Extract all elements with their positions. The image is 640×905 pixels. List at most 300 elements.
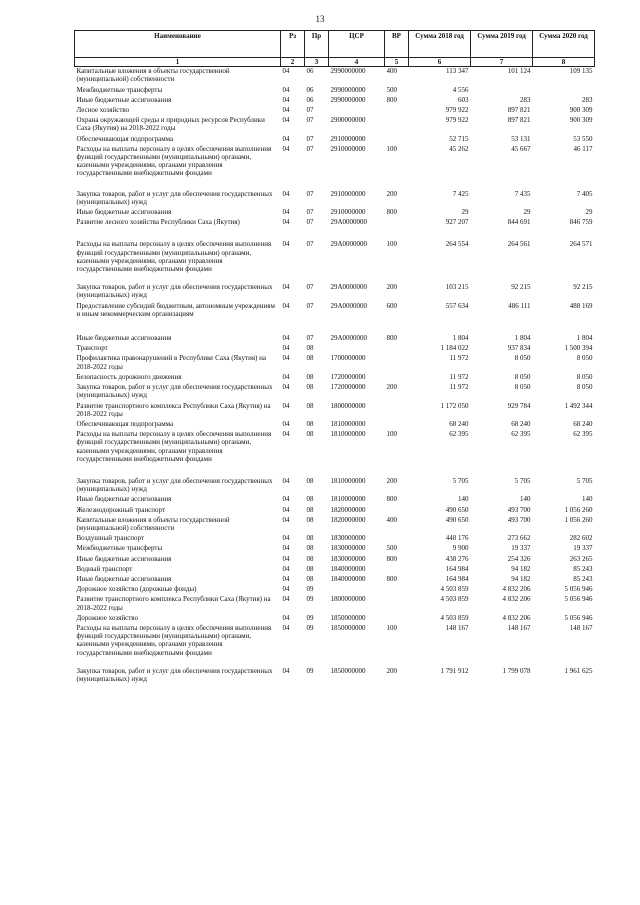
row-sum-2019: 273 662 <box>507 534 531 543</box>
row-name: Межбюджетные трансферты <box>76 85 163 94</box>
table-row <box>75 585 595 595</box>
row-sum-2018: 29 <box>461 208 469 217</box>
row-sum-2020: 109 135 <box>569 67 593 76</box>
row-sum-2020: 5 705 <box>576 476 593 485</box>
row-sum-2018: 4 556 <box>452 85 469 94</box>
row-vr: 800 <box>386 95 397 104</box>
row-csr: 29А0000000 <box>330 240 368 249</box>
row-sum-2019: 4 832 206 <box>502 585 531 594</box>
row-name: Закупка товаров, работ и услуг для обеспечения государственных (муниципальных) нужд <box>76 189 273 206</box>
table-row <box>75 135 595 145</box>
row-sum-2019: 29 <box>523 208 531 217</box>
row-pr: 08 <box>306 564 314 573</box>
row-name: Иные бюджетные ассигнования <box>76 495 172 504</box>
row-pr: 08 <box>306 430 314 439</box>
row-pr: 06 <box>306 95 314 104</box>
row-rz: 04 <box>282 595 290 604</box>
row-name: Безопасность дорожного движения <box>76 372 182 381</box>
row-sum-2018: 164 984 <box>445 574 469 583</box>
row-sum-2020: 8 050 <box>576 372 593 381</box>
row-sum-2019: 8 050 <box>514 383 531 392</box>
row-csr: 1850000000 <box>330 613 366 622</box>
row-sum-2019: 62 395 <box>511 430 531 439</box>
row-csr: 1840000000 <box>330 574 366 583</box>
row-name: Предоставление субсидий бюджетным, автономным учреждениям и иным некоммерческим организациям <box>76 301 275 318</box>
row-vr <box>385 135 409 145</box>
row-pr: 07 <box>306 334 314 343</box>
page-number: 13 <box>315 14 325 24</box>
row-pr: 07 <box>306 283 314 292</box>
row-name: Лесное хозяйство <box>76 106 130 115</box>
row-csr: 2910000000 <box>330 144 366 153</box>
row-sum-2018: 1 791 912 <box>440 666 469 675</box>
row-sum-2018: 113 347 <box>446 67 469 76</box>
row-vr <box>385 116 409 134</box>
row-sum-2018: 979 922 <box>445 116 469 125</box>
column-number: 6 <box>409 58 471 67</box>
row-rz: 04 <box>282 240 290 249</box>
row-sum-2019: 929 784 <box>507 401 531 410</box>
row-sum-2020: 140 <box>582 495 593 504</box>
table-row <box>75 240 595 283</box>
row-rz: 04 <box>282 144 290 153</box>
row-sum-2019: 7 435 <box>514 189 531 198</box>
header-sum-2018: Сумма 2018 год <box>409 31 471 58</box>
row-csr: 1850000000 <box>330 666 366 675</box>
row-csr: 2910000000 <box>330 208 366 217</box>
row-vr: 500 <box>386 85 397 94</box>
row-sum-2019: 4 832 206 <box>502 613 531 622</box>
table-row <box>75 116 595 134</box>
column-number: 7 <box>471 58 533 67</box>
row-sum-2018: 448 176 <box>445 534 469 543</box>
row-pr: 06 <box>306 67 314 76</box>
row-pr: 08 <box>306 383 314 392</box>
row-sum-2020: 5 056 946 <box>564 613 593 622</box>
table-row <box>75 544 595 554</box>
row-rz: 04 <box>282 95 290 104</box>
row-sum-2020: 1 804 <box>576 334 593 343</box>
row-rz: 04 <box>282 85 290 94</box>
row-pr: 08 <box>306 476 314 485</box>
row-rz: 04 <box>282 283 290 292</box>
row-pr: 08 <box>306 544 314 553</box>
row-csr: 1810000000 <box>330 476 366 485</box>
column-number: 1 <box>75 58 281 67</box>
row-vr: 100 <box>386 240 397 249</box>
row-sum-2019: 897 821 <box>507 106 531 115</box>
row-pr: 08 <box>306 554 314 563</box>
row-rz: 04 <box>282 354 290 363</box>
row-sum-2020 <box>533 86 595 96</box>
row-sum-2018: 4 503 859 <box>440 595 469 604</box>
row-pr: 08 <box>306 505 314 514</box>
row-sum-2020: 7 405 <box>576 189 593 198</box>
row-sum-2019: 94 182 <box>511 574 531 583</box>
row-vr: 200 <box>386 476 397 485</box>
row-pr: 07 <box>306 144 314 153</box>
row-rz: 04 <box>282 334 290 343</box>
table-row <box>75 190 595 208</box>
row-sum-2018: 557 634 <box>445 301 469 310</box>
row-pr: 07 <box>306 189 314 198</box>
table-row <box>75 667 595 685</box>
row-vr <box>385 565 409 575</box>
row-pr: 09 <box>306 613 314 622</box>
row-csr: 1810000000 <box>330 495 366 504</box>
row-sum-2019: 264 561 <box>507 240 531 249</box>
table-row <box>75 354 595 372</box>
row-csr: 2990000000 <box>330 95 366 104</box>
row-rz: 04 <box>282 505 290 514</box>
row-csr: 1840000000 <box>330 564 366 573</box>
row-sum-2019: 19 337 <box>511 544 531 553</box>
table-row <box>75 208 595 218</box>
row-sum-2019: 486 111 <box>508 301 531 310</box>
column-number: 8 <box>533 58 595 67</box>
table-row <box>75 477 595 495</box>
row-name: Обеспечивающая подпрограмма <box>76 419 174 428</box>
row-csr: 2910000000 <box>330 134 366 143</box>
row-pr: 08 <box>306 534 314 543</box>
table-row <box>75 145 595 190</box>
row-sum-2020: 5 056 946 <box>564 585 593 594</box>
row-sum-2020: 53 550 <box>573 134 593 143</box>
row-name: Капитальные вложения в объекты государственной (муниципальной) собственности <box>76 515 230 532</box>
header-name: Наименование <box>75 31 281 58</box>
row-sum-2018: 52 715 <box>449 134 469 143</box>
table-row <box>75 283 595 301</box>
table-row <box>75 96 595 106</box>
row-csr: 29А0000000 <box>330 218 368 227</box>
row-pr: 08 <box>306 515 314 524</box>
row-sum-2019: 53 131 <box>511 134 531 143</box>
row-vr: 800 <box>386 495 397 504</box>
header-sum-2020: Сумма 2020 год <box>533 31 595 58</box>
row-csr <box>329 106 385 116</box>
row-vr: 800 <box>386 554 397 563</box>
row-pr: 08 <box>306 372 314 381</box>
row-sum-2020: 282 602 <box>569 534 593 543</box>
row-name: Профилактика правонарушений в Республике Саха (Якутия) на 2018-2022 годы <box>76 354 266 371</box>
row-rz: 04 <box>282 476 290 485</box>
row-sum-2018: 490 650 <box>445 505 469 514</box>
row-rz: 04 <box>282 372 290 381</box>
row-vr <box>385 106 409 116</box>
table-row <box>75 218 595 240</box>
row-name: Дорожное хозяйство <box>76 613 139 622</box>
row-pr: 08 <box>306 495 314 504</box>
row-pr: 08 <box>306 419 314 428</box>
row-rz: 04 <box>282 116 290 125</box>
row-vr: 400 <box>386 67 397 76</box>
row-sum-2019: 8 050 <box>514 354 531 363</box>
row-sum-2020: 488 169 <box>569 301 593 310</box>
budget-table <box>74 30 595 685</box>
row-vr <box>385 506 409 516</box>
row-pr: 07 <box>306 208 314 217</box>
row-sum-2018: 4 503 859 <box>440 613 469 622</box>
row-sum-2018: 164 984 <box>445 564 469 573</box>
table-row <box>75 383 595 401</box>
row-vr <box>385 614 409 624</box>
row-name: Закупка товаров, работ и услуг для обеспечения государственных (муниципальных) нужд <box>76 666 273 683</box>
row-pr: 09 <box>306 585 314 594</box>
row-vr <box>385 595 409 613</box>
row-sum-2019: 4 832 206 <box>502 595 531 604</box>
table-row <box>75 595 595 613</box>
row-rz: 04 <box>282 574 290 583</box>
row-vr: 600 <box>386 301 397 310</box>
row-sum-2018: 264 554 <box>445 240 469 249</box>
row-pr: 07 <box>306 240 314 249</box>
row-vr <box>385 585 409 595</box>
row-name: Расходы на выплаты персоналу в целях обеспечения выполнения функций государственными (муниципальными) органами, казенными учреждениями, органами управления государственными внебюджетными фондами <box>76 144 272 178</box>
row-vr: 100 <box>386 623 397 632</box>
row-vr: 200 <box>386 189 397 198</box>
row-csr: 1820000000 <box>330 505 366 514</box>
row-sum-2020: 5 056 946 <box>564 595 593 604</box>
row-sum-2020: 1 492 344 <box>564 401 593 410</box>
row-name: Развитие транспортного комплекса Республики Саха (Якутия) на 2018-2022 годы <box>76 595 271 612</box>
row-pr: 09 <box>306 666 314 675</box>
table-row <box>75 67 595 86</box>
row-sum-2020: 85 243 <box>573 564 593 573</box>
row-name: Воздушный транспорт <box>76 534 145 543</box>
row-sum-2018: 490 650 <box>445 515 469 524</box>
row-csr <box>329 585 385 595</box>
row-csr: 1800000000 <box>330 595 366 604</box>
row-vr <box>385 344 409 354</box>
row-name: Иные бюджетные ассигнования <box>76 574 172 583</box>
row-csr: 1830000000 <box>330 534 366 543</box>
row-vr <box>385 373 409 383</box>
row-vr <box>385 354 409 372</box>
row-sum-2020: 19 337 <box>573 544 593 553</box>
row-csr: 1700000000 <box>330 354 366 363</box>
row-rz: 04 <box>282 301 290 310</box>
row-vr <box>385 534 409 544</box>
row-sum-2018: 62 395 <box>449 430 469 439</box>
row-name: Расходы на выплаты персоналу в целях обеспечения выполнения функций государственными (муниципальными) органами, казенными учреждениями, органами управления государственными внебюджетными фондами <box>76 240 272 274</box>
row-sum-2020: 263 265 <box>569 554 593 563</box>
row-name: Межбюджетные трансферты <box>76 544 163 553</box>
row-name: Капитальные вложения в объекты государственной (муниципальной) собственности <box>76 67 230 84</box>
table-row <box>75 373 595 383</box>
row-sum-2020: 62 395 <box>573 430 593 439</box>
table-row <box>75 302 595 334</box>
row-sum-2019: 844 691 <box>507 218 531 227</box>
row-vr: 800 <box>386 574 397 583</box>
row-rz: 04 <box>282 554 290 563</box>
table-row <box>75 506 595 516</box>
row-csr: 1720000000 <box>330 383 366 392</box>
column-number: 3 <box>305 58 329 67</box>
row-csr: 1720000000 <box>330 372 366 381</box>
row-sum-2019: 1 799 078 <box>502 666 531 675</box>
row-vr: 100 <box>386 144 397 153</box>
row-sum-2020: 85 243 <box>573 574 593 583</box>
row-name: Иные бюджетные ассигнования <box>76 95 172 104</box>
row-csr: 2910000000 <box>330 189 366 198</box>
row-rz: 04 <box>282 344 290 353</box>
row-name: Закупка товаров, работ и услуг для обеспечения государственных (муниципальных) нужд <box>76 283 273 300</box>
row-csr <box>329 344 385 354</box>
row-sum-2018: 11 972 <box>449 383 469 392</box>
row-name: Охрана окружающей среды и природных ресурсов Республики Саха (Якутия) на 2018-2022 годы <box>76 116 265 133</box>
row-sum-2020: 264 571 <box>569 240 593 249</box>
header-rz: Рз <box>281 31 305 58</box>
row-sum-2018: 103 215 <box>445 283 469 292</box>
row-pr: 07 <box>306 106 314 115</box>
header-sum-2019: Сумма 2019 год <box>471 31 533 58</box>
header-pr: Пр <box>305 31 329 58</box>
row-rz: 04 <box>282 666 290 675</box>
row-name: Водный транспорт <box>76 564 133 573</box>
row-sum-2019: 148 167 <box>507 623 531 632</box>
row-name: Обеспечивающая подпрограмма <box>76 134 174 143</box>
row-sum-2020: 29 <box>585 208 593 217</box>
row-sum-2020: 92 215 <box>573 283 593 292</box>
table-row <box>75 106 595 116</box>
row-pr: 07 <box>306 116 314 125</box>
row-vr <box>385 420 409 430</box>
row-sum-2020: 46 117 <box>573 144 593 153</box>
table-row <box>75 86 595 96</box>
row-csr: 29А0000000 <box>330 301 368 310</box>
row-rz: 04 <box>282 189 290 198</box>
row-csr: 2990000000 <box>330 67 366 76</box>
row-sum-2019: 1 804 <box>514 334 531 343</box>
row-pr: 09 <box>306 623 314 632</box>
row-pr: 08 <box>306 574 314 583</box>
row-sum-2019: 493 700 <box>507 515 531 524</box>
row-csr: 29А0000000 <box>330 283 368 292</box>
row-rz: 04 <box>282 218 290 227</box>
row-sum-2018: 1 804 <box>452 334 469 343</box>
row-csr: 1820000000 <box>330 515 366 524</box>
row-rz: 04 <box>282 134 290 143</box>
row-sum-2018: 927 207 <box>445 218 469 227</box>
table-row <box>75 334 595 344</box>
row-sum-2019 <box>471 86 533 96</box>
row-rz: 04 <box>282 383 290 392</box>
table-row <box>75 614 595 624</box>
row-rz: 04 <box>282 67 290 76</box>
row-csr: 1830000000 <box>330 544 366 553</box>
row-sum-2018: 11 972 <box>449 354 469 363</box>
row-pr: 09 <box>306 595 314 604</box>
table-row <box>75 624 595 667</box>
row-sum-2020: 8 050 <box>576 354 593 363</box>
row-rz: 04 <box>282 544 290 553</box>
row-vr: 200 <box>386 666 397 675</box>
row-sum-2019: 101 124 <box>507 67 531 76</box>
row-csr: 1810000000 <box>330 430 366 439</box>
row-rz: 04 <box>282 208 290 217</box>
row-name: Транспорт <box>76 344 108 353</box>
row-pr: 07 <box>306 218 314 227</box>
row-sum-2018: 9 900 <box>452 544 469 553</box>
table-row <box>75 516 595 534</box>
table-row <box>75 575 595 585</box>
row-pr: 08 <box>306 401 314 410</box>
row-sum-2020: 8 050 <box>576 383 593 392</box>
row-sum-2020: 148 167 <box>569 623 593 632</box>
row-rz: 04 <box>282 106 290 115</box>
row-name: Развитие транспортного комплекса Республики Саха (Якутия) на 2018-2022 годы <box>76 401 271 418</box>
row-rz: 04 <box>282 585 290 594</box>
row-csr: 1850000000 <box>330 623 366 632</box>
row-sum-2018: 68 240 <box>449 419 469 428</box>
table-row <box>75 430 595 477</box>
header-vr: ВР <box>385 31 409 58</box>
row-sum-2020: 900 309 <box>569 106 593 115</box>
row-sum-2019: 254 326 <box>507 554 531 563</box>
row-vr: 200 <box>386 283 397 292</box>
column-number-row <box>75 58 595 67</box>
row-sum-2020: 1 961 625 <box>564 666 593 675</box>
row-rz: 04 <box>282 495 290 504</box>
row-rz: 04 <box>282 430 290 439</box>
header-csr: ЦСР <box>329 31 385 58</box>
table-row <box>75 420 595 430</box>
row-rz: 04 <box>282 515 290 524</box>
row-rz: 04 <box>282 419 290 428</box>
row-rz: 04 <box>282 623 290 632</box>
header-row <box>75 31 595 58</box>
column-number: 4 <box>329 58 385 67</box>
row-sum-2020: 900 309 <box>569 116 593 125</box>
row-pr: 07 <box>306 134 314 143</box>
row-sum-2018: 603 <box>458 95 469 104</box>
row-name: Иные бюджетные ассигнования <box>76 208 172 217</box>
row-pr: 06 <box>306 85 314 94</box>
row-sum-2018: 5 705 <box>452 476 469 485</box>
row-csr: 29А0000000 <box>330 334 368 343</box>
row-sum-2019: 493 700 <box>507 505 531 514</box>
row-name: Закупка товаров, работ и услуг для обеспечения государственных (муниципальных) нужд <box>76 383 273 400</box>
row-name: Иные бюджетные ассигнования <box>76 554 172 563</box>
row-vr: 500 <box>386 544 397 553</box>
row-sum-2020: 1 056 260 <box>564 505 593 514</box>
row-csr: 2990000000 <box>330 85 366 94</box>
table-row <box>75 534 595 544</box>
row-vr: 100 <box>386 430 397 439</box>
row-vr <box>385 218 409 240</box>
row-sum-2019: 140 <box>520 495 531 504</box>
row-pr: 08 <box>306 354 314 363</box>
row-csr: 1830000000 <box>330 554 366 563</box>
row-sum-2018: 1 184 022 <box>440 344 469 353</box>
table-row <box>75 495 595 505</box>
row-sum-2020: 283 <box>582 95 593 104</box>
row-sum-2018: 4 503 859 <box>440 585 469 594</box>
row-sum-2019: 45 667 <box>511 144 531 153</box>
row-sum-2019: 8 050 <box>514 372 531 381</box>
row-pr: 08 <box>306 344 314 353</box>
row-sum-2018: 45 262 <box>449 144 469 153</box>
row-sum-2019: 92 215 <box>511 283 531 292</box>
table-row <box>75 402 595 420</box>
row-vr: 400 <box>386 515 397 524</box>
row-sum-2018: 140 <box>458 495 469 504</box>
row-name: Дорожное хозяйство (дорожные фонды) <box>76 585 197 594</box>
row-name: Расходы на выплаты персоналу в целях обеспечения выполнения функций государственными (муниципальными) органами, казенными учреждениями, органами управления государственными внебюджетными фондами <box>76 430 272 463</box>
row-csr: 1810000000 <box>330 419 366 428</box>
row-name: Развитие лесного хозяйства Республики Саха (Якутия) <box>76 218 240 227</box>
table-row <box>75 344 595 354</box>
